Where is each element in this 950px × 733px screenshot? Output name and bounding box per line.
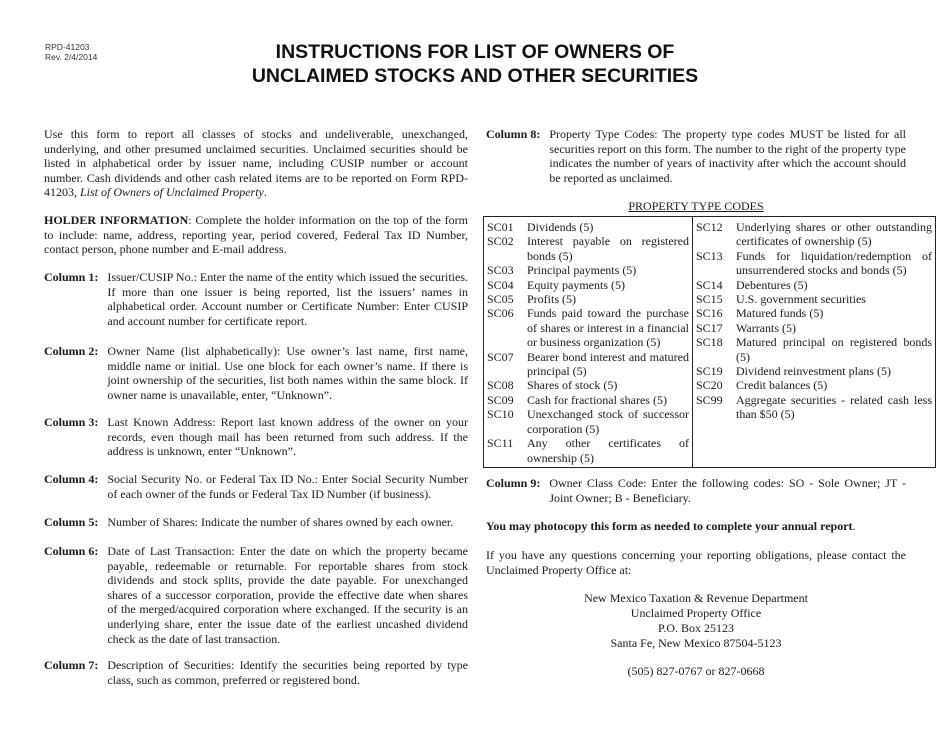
- property-code-row: [696, 278, 932, 292]
- property-type-codes-heading: PROPERTY TYPE CODES: [628, 199, 764, 213]
- property-code: SC17: [696, 320, 723, 335]
- property-code-row: [487, 378, 689, 392]
- column-label-text: Column 3: [44, 415, 95, 429]
- property-code-row: [487, 350, 689, 379]
- property-type-codes-table: [483, 216, 936, 468]
- column-9-instruction: [486, 476, 906, 505]
- column-label: Column 3:: [44, 415, 108, 429]
- property-code-row: [696, 364, 932, 378]
- column-7-instruction: [44, 658, 468, 687]
- property-code-description: Aggregate securities - related cash less than $50 (5): [736, 392, 932, 422]
- column-label: Column 6:: [44, 544, 108, 558]
- column-label-text: Column 7: [44, 658, 95, 672]
- column-6-instruction: [44, 544, 468, 646]
- property-code-description: Unexchanged stock of successor corporation (5): [527, 407, 689, 436]
- property-code-row: [696, 220, 932, 249]
- property-code-description: Any other certificates of ownership (5): [527, 436, 689, 465]
- property-code-description: U.S. government securities: [736, 292, 866, 307]
- property-code-description: Bearer bond interest and matured principal (5): [527, 349, 689, 379]
- column-4-instruction: [44, 472, 468, 501]
- page-title-line-1: INSTRUCTIONS FOR LIST OF OWNERS OF: [275, 41, 675, 63]
- column-3-instruction: [44, 415, 468, 459]
- intro-end: .: [263, 185, 267, 200]
- property-code-description: Dividend reinvestment plans (5): [736, 364, 891, 379]
- column-label-text: Column 5: [44, 515, 95, 529]
- property-code-description: Credit balances (5): [736, 378, 828, 393]
- intro-text: Use this form to report all classes of stocks and undeliverable, unexchanged, underlying, and other presumed unclaimed securities. Unclaimed securities should be listed in alphabetical order by issuer name, including CUSIP number or account number. Cash dividends and other cash related items are to be reported on Form RPD-41203,: [44, 127, 468, 200]
- property-code-description: Matured funds (5): [736, 306, 824, 321]
- column-text: Issuer/CUSIP No.: Enter the name of the entity which issued the securities. If more than one issuer is being reported, list the issuers’ names in alphabetical order. Account number or Certificate Number: Enter CUSIP and account number for certificate report.: [107, 270, 468, 328]
- office-address: [486, 591, 906, 679]
- column-label-text: Column 2: [44, 344, 95, 358]
- photocopy-note: [486, 519, 906, 534]
- property-code: SC15: [696, 292, 723, 307]
- column-label: Column 2:: [44, 344, 108, 358]
- property-code: SC19: [696, 364, 723, 379]
- property-code: SC11: [487, 436, 514, 451]
- property-code-row: [696, 306, 932, 320]
- property-code: SC06: [487, 306, 514, 321]
- property-code-row: [487, 278, 689, 292]
- holder-information: [44, 213, 468, 257]
- page-title-line-2: UNCLAIMED STOCKS AND OTHER SECURITIES: [251, 65, 699, 87]
- column-label: Column 4:: [44, 472, 108, 486]
- column-text: Owner Class Code: Enter the following codes: SO - Sole Owner; JT - Joint Owner; B - Beneficiary.: [549, 476, 906, 505]
- property-code-row: [487, 234, 689, 263]
- column-label: Column 7:: [44, 658, 108, 672]
- property-code-description: Dividends (5): [527, 220, 594, 234]
- column-label: Column 5:: [44, 515, 108, 529]
- property-code: SC20: [696, 378, 723, 393]
- form-id-block: [45, 42, 97, 62]
- column-8-instruction: [486, 127, 906, 185]
- property-code: SC13: [696, 248, 723, 263]
- questions-paragraph: If you have any questions concerning your reporting obligations, please contact the Unclaimed Property Office at:: [486, 548, 906, 577]
- column-label-text: Column 9: [486, 476, 537, 490]
- property-code: SC08: [487, 378, 514, 393]
- column-label-text: Column 6: [44, 544, 95, 558]
- property-code: SC18: [696, 335, 723, 350]
- property-code-description: Debentures (5): [736, 277, 808, 292]
- property-code-description: Funds paid toward the purchase of shares or interest in a financial or business organization (5): [527, 306, 689, 350]
- property-code: SC03: [487, 263, 514, 278]
- property-code-row: [696, 335, 932, 364]
- column-label: Column 9:: [486, 476, 550, 490]
- property-code-description: Shares of stock (5): [527, 378, 618, 393]
- property-code-row: [696, 292, 932, 306]
- photocopy-note-end: .: [852, 519, 856, 533]
- column-1-instruction: [44, 270, 468, 328]
- column-text: Owner Name (list alphabetically): Use owner’s last name, first name, middle name or initial. Use one block for each owner’s name. If there is joint ownership of the securities, list both names within the same block. If owner name is unavailable, enter, “Unknown”.: [107, 344, 468, 402]
- property-code-row: [696, 378, 932, 392]
- property-code-description: Profits (5): [527, 292, 576, 307]
- form-number: RPD-41203: [45, 42, 90, 52]
- codes-left-column: [484, 217, 693, 467]
- property-code-row: [487, 393, 689, 407]
- property-code: SC05: [487, 292, 514, 307]
- property-code-row: [487, 263, 689, 277]
- address-line: Santa Fe, New Mexico 87504-5123: [610, 636, 782, 650]
- codes-right-column: [693, 217, 935, 467]
- property-code-description: Warrants (5): [736, 320, 797, 335]
- property-code: SC04: [487, 277, 514, 292]
- column-text: Number of Shares: Indicate the number of shares owned by each owner.: [107, 515, 454, 529]
- property-code: SC10: [487, 407, 514, 422]
- property-code: SC14: [696, 277, 723, 292]
- property-code-description: Principal payments (5): [527, 263, 637, 278]
- property-code-description: Underlying shares or other outstanding certificates of ownership (5): [736, 220, 932, 249]
- property-code-description: Interest payable on registered bonds (5): [527, 234, 689, 263]
- property-code-row: [487, 407, 689, 436]
- column-label-text: Column 1: [44, 270, 95, 284]
- property-code: SC12: [696, 220, 723, 234]
- column-text: Last Known Address: Report last known address of the owner on your records, even though mail has been returned from such address. If the address is unknown, enter “Unknown”.: [107, 415, 468, 459]
- property-code: SC16: [696, 306, 723, 321]
- holder-text: : Complete the holder information on the top of the form to include: name, address, reporting year, period covered, Federal Tax ID Number, contact person, phone number and E-mail address.: [44, 213, 468, 257]
- column-label-text: Column 4: [44, 472, 95, 486]
- property-code: SC09: [487, 392, 514, 407]
- address-line: New Mexico Taxation & Revenue Department: [584, 591, 808, 605]
- column-text: Property Type Codes: The property type codes MUST be listed for all securities report on this form. The number to the right of the property type indicates the number of years of inactivity after which the account should be reported as unclaimed.: [549, 127, 906, 185]
- property-code-row: [696, 393, 932, 422]
- property-code: SC01: [487, 220, 514, 234]
- property-code-row: [696, 249, 932, 278]
- property-code-row: [487, 292, 689, 306]
- property-code-row: [487, 306, 689, 349]
- revision-date: Rev. 2/4/2014: [45, 52, 98, 62]
- address-line: Unclaimed Property Office: [630, 606, 762, 620]
- column-label: Column 8:: [486, 127, 550, 141]
- intro-form-name: List of Owners of Unclaimed Property: [80, 185, 264, 200]
- property-code-description: Cash for fractional shares (5): [527, 392, 667, 407]
- property-code-description: Funds for liquidation/redemption of unsurrendered stocks and bonds (5): [736, 248, 932, 278]
- column-text: Description of Securities: Identify the securities being reported by type class, such as common, preferred or registered bond.: [107, 658, 468, 687]
- property-code-row: [487, 436, 689, 465]
- property-code: SC07: [487, 349, 514, 364]
- column-text: Social Security No. or Federal Tax ID No.: Enter Social Security Number of each owner of the funds or Federal Tax ID Number (if business).: [107, 472, 468, 501]
- property-code-row: [487, 220, 689, 234]
- column-2-instruction: [44, 344, 468, 402]
- office-phone: (505) 827-0767 or 827-0668: [627, 664, 765, 678]
- column-text: Date of Last Transaction: Enter the date on which the property became payable, redeemable or returnable. For reportable shares from stock dividends and stock splits, provide the date payable. For unexchanged shares of a successor corporation, provide the effective date when shares of the merged/acquired corporation where exchanged. If the security is an underlying share, enter the issue date of the earliest uncashed dividend check as the date of last transaction.: [107, 544, 468, 646]
- property-code-description: Equity payments (5): [527, 277, 625, 292]
- column-label: Column 1:: [44, 270, 108, 284]
- property-code-row: [696, 321, 932, 335]
- property-code: SC02: [487, 234, 514, 249]
- photocopy-note-text: You may photocopy this form as needed to complete your annual report: [486, 519, 853, 533]
- intro-paragraph: [44, 127, 468, 200]
- property-code-description: Matured principal on registered bonds (5): [736, 335, 932, 364]
- holder-label: HOLDER INFORMATION: [44, 213, 189, 227]
- column-5-instruction: [44, 515, 468, 530]
- column-label-text: Column 8: [486, 127, 537, 141]
- address-line: P.O. Box 25123: [657, 621, 734, 635]
- property-code: SC99: [696, 392, 723, 407]
